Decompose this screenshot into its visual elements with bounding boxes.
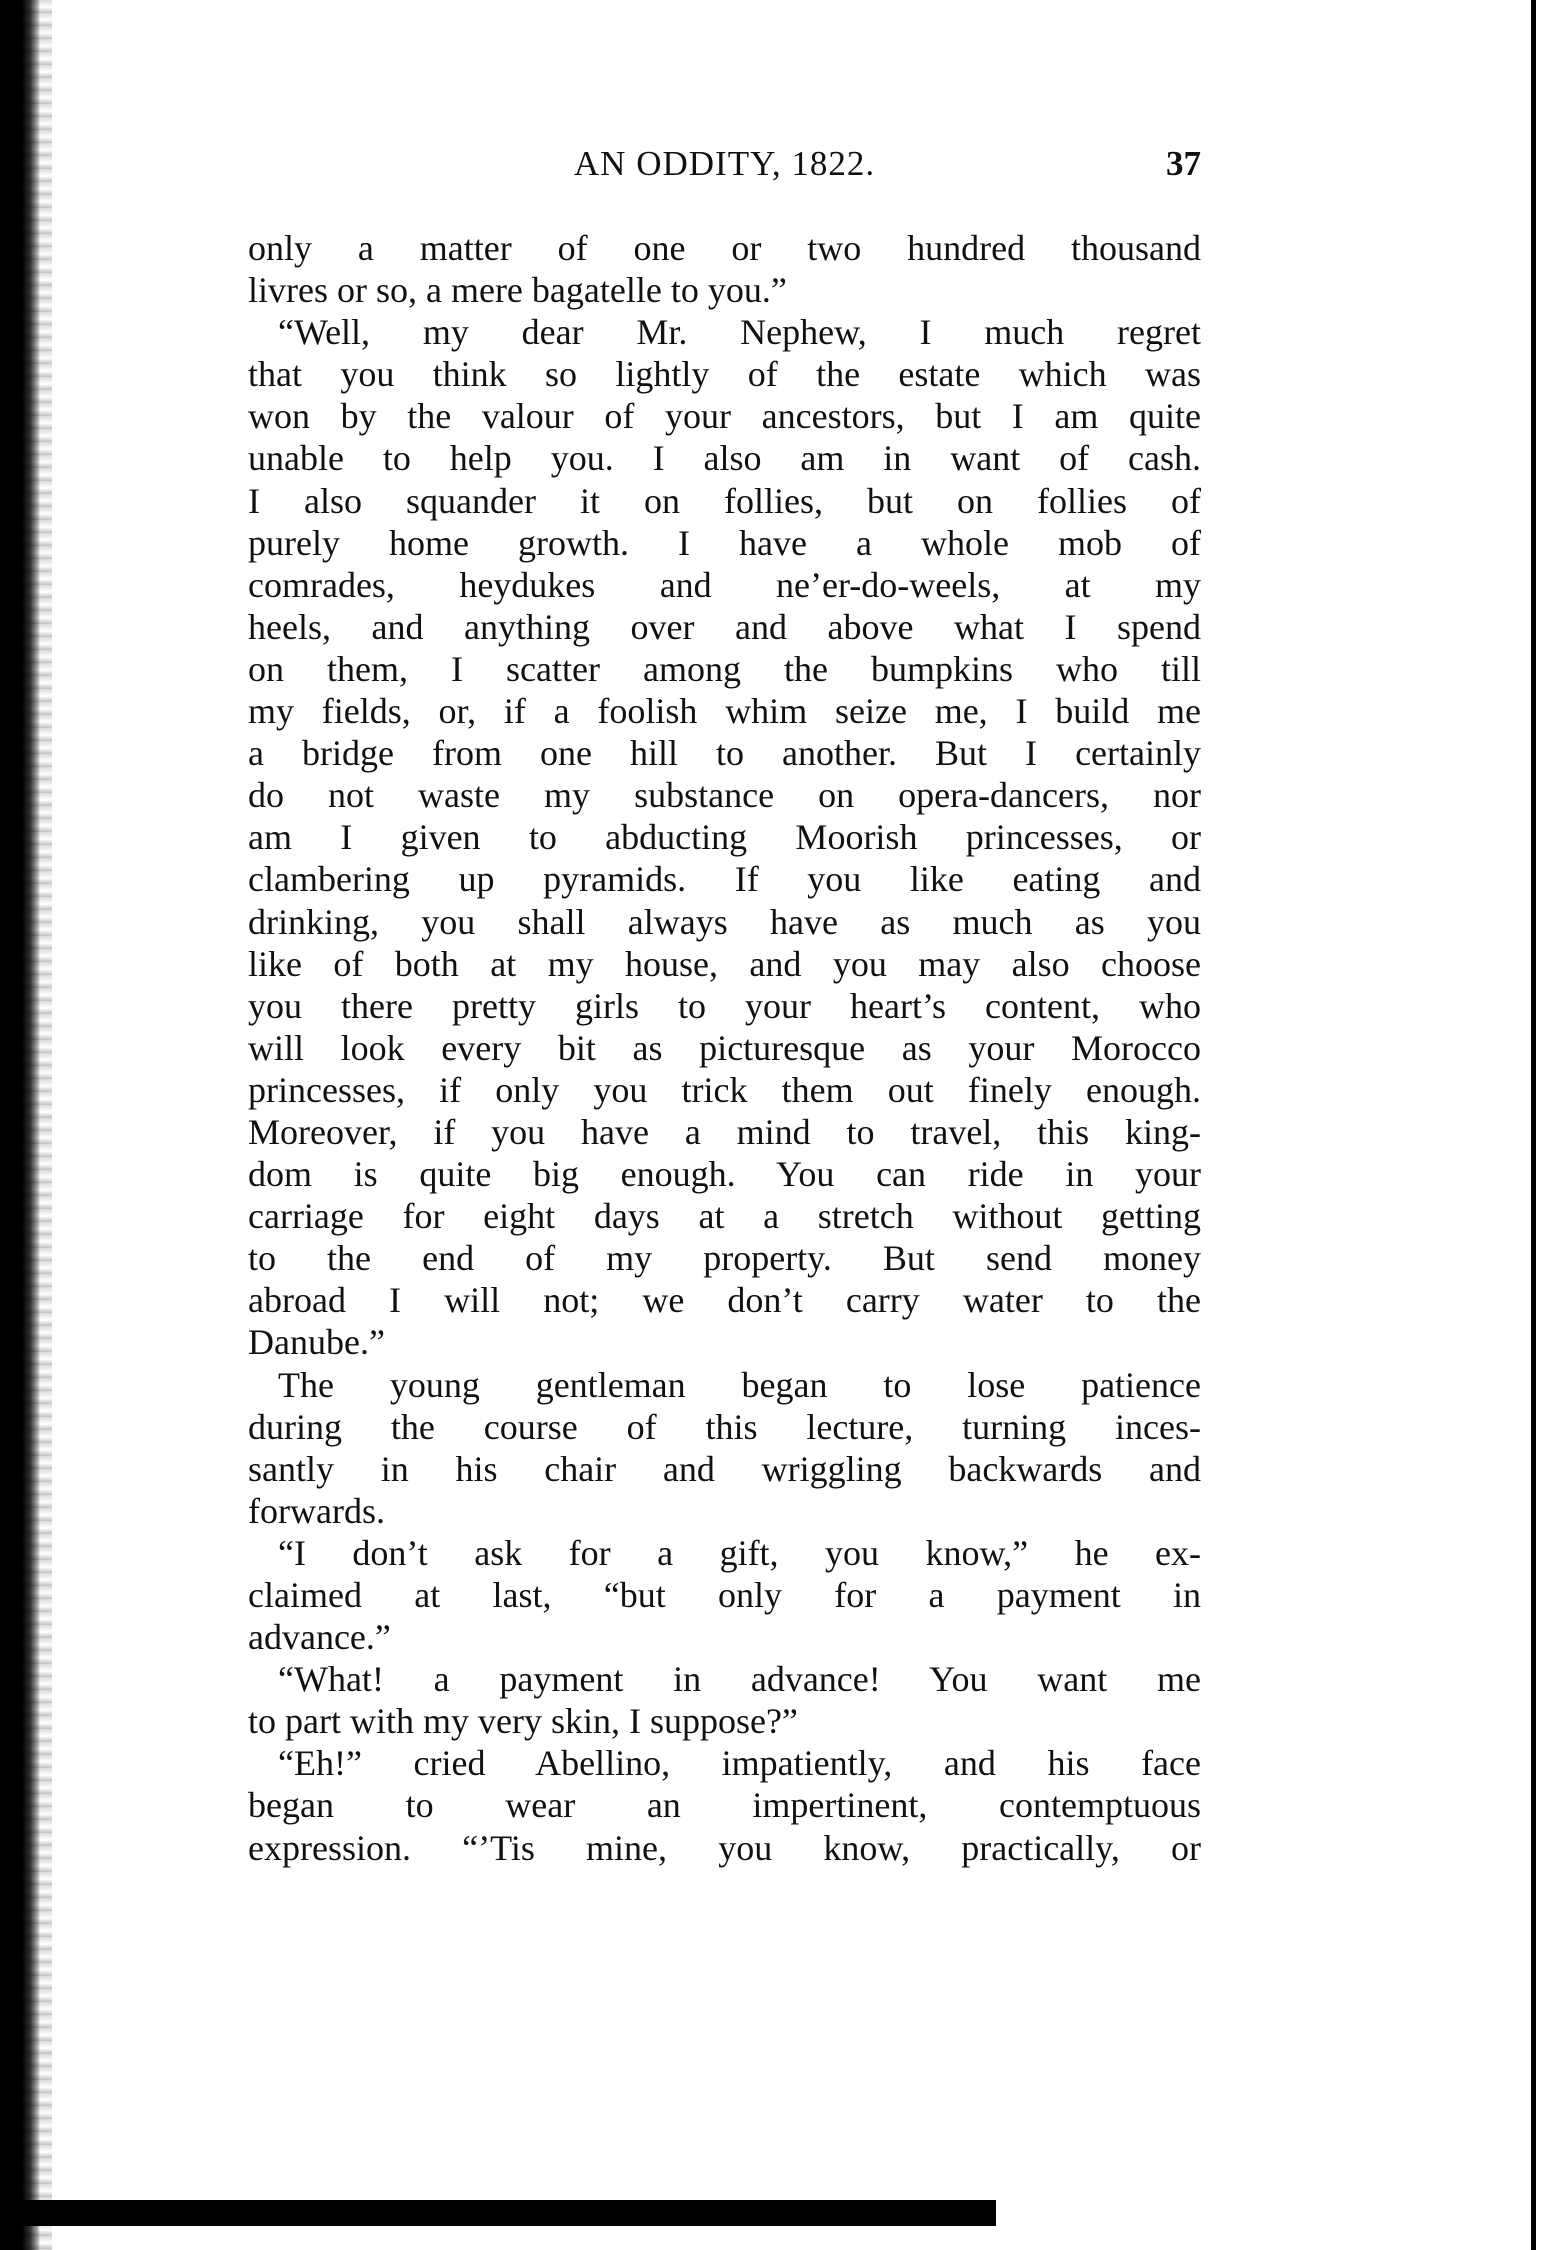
text-line: Moreover, if you have a mind to travel, this king- (248, 1111, 1201, 1152)
text-line: abroad I will not; we don’t carry water to the (248, 1280, 1201, 1321)
text-line: do not waste my substance on opera-dancers, nor (248, 775, 1201, 816)
page-right-edge (1531, 0, 1536, 2250)
text-line: Danube.” (248, 1322, 385, 1363)
page-bottom-edge (0, 2200, 996, 2226)
text-line: heels, and anything over and above what I spend (248, 606, 1201, 647)
text-line: only a matter of one or two hundred thousand (248, 228, 1201, 268)
text-line: The young gentleman began to lose patience (278, 1364, 1201, 1405)
text-line: will look every bit as picturesque as your Morocco (248, 1027, 1201, 1068)
body-text (248, 227, 1201, 1869)
page-binding-shadow (0, 0, 52, 2250)
text-line: won by the valour of your ancestors, but I am quite (248, 396, 1201, 437)
text-line: purely home growth. I have a whole mob of (248, 522, 1201, 563)
text-line: “I don’t ask for a gift, you know,” he ex- (278, 1532, 1201, 1573)
text-line: like of both at my house, and you may also choose (248, 943, 1201, 984)
text-line: expression. “’Tis mine, you know, practically, or (248, 1827, 1201, 1868)
text-line: comrades, heydukes and ne’er-do-weels, at my (248, 564, 1201, 605)
text-line: to the end of my property. But send money (248, 1238, 1201, 1279)
text-line: forwards. (248, 1490, 385, 1531)
page-number: 37 (1166, 144, 1201, 183)
text-line: you there pretty girls to your heart’s content, who (248, 985, 1201, 1026)
running-head-title: AN ODDITY, 1822. (573, 144, 876, 183)
text-line: “What! a payment in advance! You want me (278, 1659, 1201, 1700)
text-line: santly in his chair and wriggling backwards and (248, 1448, 1201, 1489)
text-line: during the course of this lecture, turning inces- (248, 1406, 1201, 1447)
text-line: drinking, you shall always have as much as you (248, 901, 1201, 942)
text-line: dom is quite big enough. You can ride in your (248, 1154, 1201, 1195)
text-line: that you think so lightly of the estate which was (248, 354, 1201, 395)
text-line: princesses, if only you trick them out finely enough. (248, 1069, 1201, 1110)
text-line: advance.” (248, 1617, 391, 1658)
text-line: am I given to abducting Moorish princesses, or (248, 817, 1201, 858)
text-line: carriage for eight days at a stretch without getting (248, 1196, 1201, 1237)
text-line: I also squander it on follies, but on follies of (248, 480, 1201, 521)
text-line: began to wear an impertinent, contemptuous (248, 1785, 1201, 1826)
text-line: “Well, my dear Mr. Nephew, I much regret (278, 312, 1201, 353)
text-line: to part with my very skin, I suppose?” (248, 1701, 798, 1742)
text-line: my fields, or, if a foolish whim seize me, I build me (248, 691, 1201, 732)
text-line: clambering up pyramids. If you like eating and (248, 859, 1201, 900)
text-line: a bridge from one hill to another. But I certainly (248, 733, 1201, 774)
text-line: livres or so, a mere bagatelle to you.” (248, 270, 787, 311)
running-head (248, 144, 1201, 192)
text-line: unable to help you. I also am in want of cash. (248, 438, 1201, 479)
text-line: “Eh!” cried Abellino, impatiently, and his face (278, 1743, 1201, 1784)
text-line: claimed at last, “but only for a payment in (248, 1575, 1201, 1615)
text-line: on them, I scatter among the bumpkins who till (248, 648, 1201, 689)
